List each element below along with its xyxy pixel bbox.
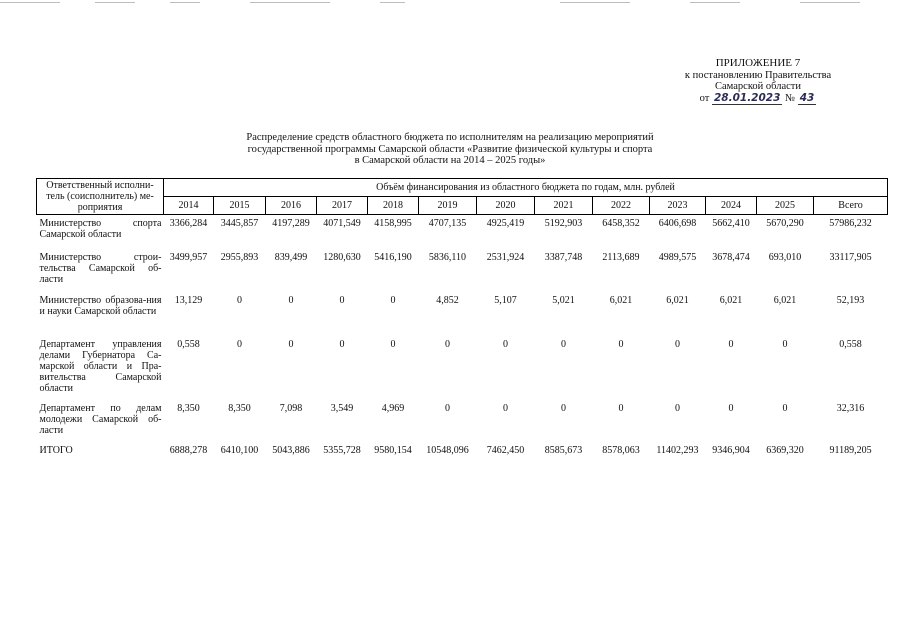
- value-cell: 4158,995: [374, 218, 412, 229]
- value-cell: 4925,419: [486, 218, 525, 229]
- value-cell: 5043,886: [272, 444, 310, 456]
- value-cell: 57986,232: [829, 218, 872, 229]
- executor-cell: ИТОГО: [39, 444, 73, 456]
- value-cell: 0: [288, 294, 294, 306]
- year-header: Всего: [814, 197, 888, 215]
- date-prefix: от: [699, 92, 710, 104]
- value-cell: 4,852: [436, 294, 459, 306]
- value-cell: 0: [390, 294, 396, 306]
- value-cell: 3445,857: [220, 218, 259, 229]
- value-cell: 4071,549: [323, 218, 361, 229]
- year-header: 2016: [266, 197, 317, 215]
- value-cell: 3387,748: [544, 251, 583, 263]
- value-cell: 8,350: [177, 402, 200, 414]
- value-cell: 0: [618, 338, 624, 350]
- executor-cell: Департамент по делам молодежи Самарской об-ласти: [39, 402, 162, 436]
- value-cell: 4197,289: [272, 218, 310, 229]
- value-cell: 9580,154: [374, 444, 412, 456]
- value-cell: 5836,110: [428, 251, 467, 263]
- value-cell: 0: [288, 338, 294, 350]
- value-cell: 0: [339, 294, 345, 306]
- title-line1: Распределение средств областного бюджета по исполнителям на реализацию мероприятий: [246, 132, 654, 143]
- value-cell: 0: [561, 338, 566, 350]
- value-cell: 5670,290: [766, 218, 804, 229]
- year-header-row: [37, 197, 888, 215]
- value-cell: 3678,474: [712, 251, 750, 263]
- value-cell: 6,021: [666, 294, 689, 306]
- year-header: 2019: [419, 197, 477, 215]
- value-cell: 5,021: [552, 294, 575, 306]
- appendix-date-line: [673, 93, 843, 105]
- value-cell: 32,316: [836, 402, 865, 414]
- table-row: [37, 292, 888, 336]
- table-row: [37, 249, 888, 292]
- value-cell: 2113,689: [602, 251, 640, 263]
- value-cell: 8585,673: [544, 444, 583, 456]
- value-cell: 3,549: [330, 402, 354, 414]
- scan-edge: [0, 2, 905, 3]
- funding-table: [36, 178, 888, 456]
- year-header: 2020: [477, 197, 535, 215]
- value-cell: 6,021: [719, 294, 743, 306]
- table-row: [37, 400, 888, 442]
- value-cell: 33117,905: [829, 251, 872, 263]
- table-body: [37, 215, 888, 456]
- value-cell: 8,350: [228, 402, 251, 414]
- year-header: 2021: [535, 197, 593, 215]
- value-cell: 6,021: [773, 294, 797, 306]
- value-cell: 4989,575: [658, 251, 697, 263]
- value-cell: 6369,320: [766, 444, 804, 456]
- value-cell: 6458,352: [602, 218, 640, 229]
- value-cell: 4,969: [381, 402, 405, 414]
- year-header: 2015: [214, 197, 266, 215]
- value-cell: 0: [503, 402, 508, 414]
- table-row: [37, 336, 888, 400]
- value-cell: 0: [728, 402, 734, 414]
- value-cell: 10548,096: [426, 444, 469, 456]
- value-cell: 0: [675, 402, 680, 414]
- year-header: 2018: [368, 197, 419, 215]
- value-cell: 11402,293: [656, 444, 699, 456]
- value-cell: 6406,698: [658, 218, 697, 229]
- value-cell: 52,193: [836, 294, 865, 306]
- value-cell: 6410,100: [220, 444, 259, 456]
- title-line3: в Самарской области на 2014 – 2025 годы»: [354, 155, 546, 166]
- year-header: 2017: [317, 197, 368, 215]
- value-cell: 5662,410: [712, 218, 750, 229]
- value-cell: 2531,924: [486, 251, 525, 263]
- value-cell: 91189,205: [829, 444, 872, 456]
- appendix-line2: Самарской области: [715, 81, 801, 92]
- executor-header: Ответственный исполни-тель (соисполнитель) ме-роприятия: [37, 179, 164, 215]
- number-prefix: №: [785, 92, 796, 104]
- executor-cell: Департамент управления делами Губернатора Са-марской области и Пра-вительства Самарской области: [39, 338, 162, 394]
- value-cell: 5416,190: [374, 251, 412, 263]
- value-cell: 3366,284: [169, 218, 208, 229]
- value-cell: 6,021: [609, 294, 633, 306]
- year-header: 2022: [593, 197, 650, 215]
- value-cell: 0: [237, 294, 242, 306]
- value-cell: 0: [782, 402, 788, 414]
- value-cell: 0: [390, 338, 396, 350]
- executor-cell: Министерство образова-ния и науки Самарской области: [39, 294, 162, 317]
- value-cell: 5192,903: [544, 218, 583, 229]
- value-cell: 0,558: [839, 338, 862, 350]
- table-row: [37, 215, 888, 249]
- value-cell: 8578,063: [602, 444, 640, 456]
- title-line2: государственной программы Самарской области «Развитие физической культуры и спорта: [247, 143, 653, 155]
- value-cell: 4707,135: [428, 218, 467, 229]
- value-cell: 5355,728: [323, 444, 361, 456]
- value-cell: 5,107: [494, 294, 517, 306]
- value-cell: 1280,630: [323, 251, 361, 263]
- appendix-block: [673, 58, 843, 104]
- year-header: 2023: [650, 197, 706, 215]
- executor-cell: Министерство строи-тельства Самарской об-ласти: [39, 251, 162, 285]
- value-cell: 0: [782, 338, 788, 350]
- value-cell: 0: [339, 338, 345, 350]
- funding-group-header: Объём финансирования из областного бюджета по годам, млн. рублей: [164, 179, 888, 197]
- value-cell: 0: [561, 402, 566, 414]
- year-header: 2024: [706, 197, 757, 215]
- value-cell: 839,499: [274, 251, 308, 263]
- value-cell: 7,098: [279, 402, 303, 414]
- value-cell: 0: [237, 338, 242, 350]
- value-cell: 0: [503, 338, 508, 350]
- value-cell: 0: [445, 338, 450, 350]
- year-header: 2014: [164, 197, 214, 215]
- value-cell: 0: [675, 338, 680, 350]
- handwritten-date: 28.01.2023: [713, 91, 781, 104]
- value-cell: 0: [728, 338, 734, 350]
- value-cell: 9346,904: [712, 444, 750, 456]
- handwritten-number: 43: [799, 91, 815, 104]
- executor-cell: Министерство спорта Самарской области: [39, 218, 162, 240]
- appendix-title: ПРИЛОЖЕНИЕ 7: [715, 57, 801, 69]
- table-row: [37, 442, 888, 456]
- value-cell: 3499,957: [169, 251, 208, 263]
- document-title: [200, 132, 700, 167]
- year-header: 2025: [757, 197, 814, 215]
- value-cell: 2955,893: [220, 251, 259, 263]
- appendix-line1: к постановлению Правительства: [684, 69, 832, 81]
- value-cell: 6888,278: [169, 444, 208, 456]
- value-cell: 13,129: [174, 294, 203, 306]
- value-cell: 693,010: [768, 251, 802, 263]
- value-cell: 0,558: [177, 338, 200, 350]
- value-cell: 0: [618, 402, 624, 414]
- value-cell: 0: [445, 402, 450, 414]
- value-cell: 7462,450: [486, 444, 525, 456]
